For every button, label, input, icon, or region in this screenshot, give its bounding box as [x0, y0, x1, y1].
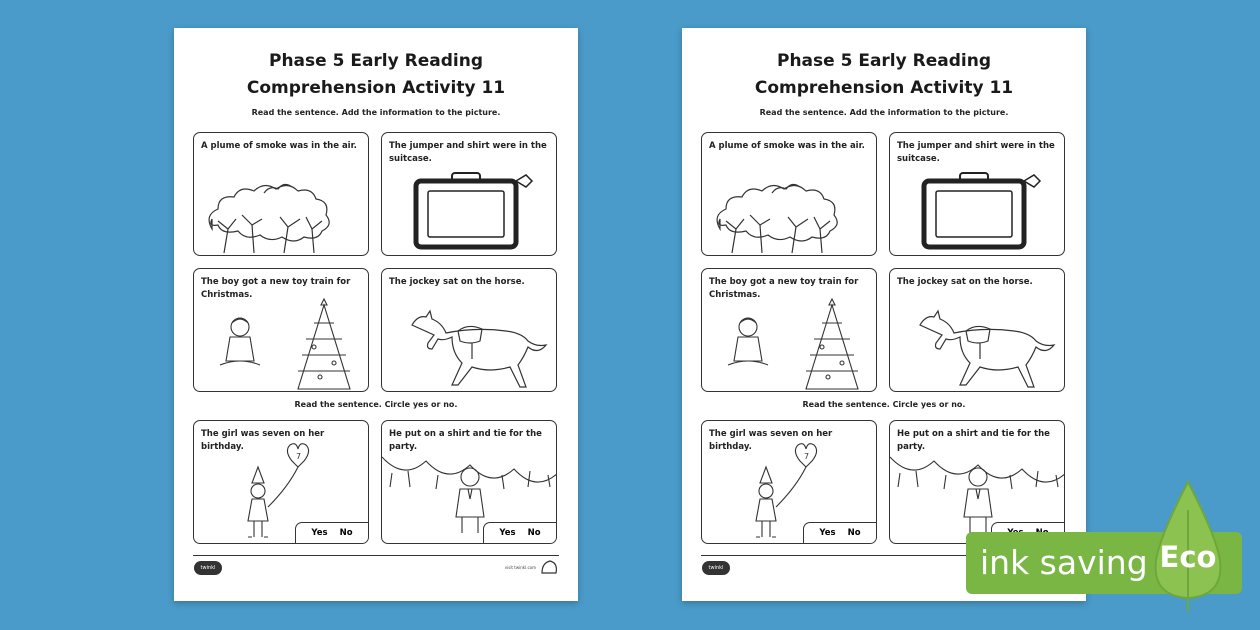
yes-option: Yes — [311, 528, 328, 538]
panel-text: The jumper and shirt were in the suitcase. — [389, 141, 547, 164]
boy-and-tree-illustration — [702, 269, 877, 392]
panel-smoke — [701, 132, 877, 256]
panel-text: The jockey sat on the horse. — [389, 277, 525, 287]
panel-party — [381, 420, 557, 544]
panel-birthday — [193, 420, 369, 544]
yes-option: Yes — [499, 528, 516, 538]
twinkl-logo: twinkl — [702, 561, 730, 575]
suitcase-illustration — [382, 133, 557, 256]
panel-text: He put on a shirt and tie for the party. — [897, 429, 1050, 452]
panel-text: The jockey sat on the horse. — [897, 277, 1033, 287]
suitcase-illustration — [890, 133, 1065, 256]
no-option: No — [847, 528, 861, 538]
title-line-2: Comprehension Activity 11 — [246, 78, 506, 98]
panel-text: The girl was seven on her birthday. — [201, 429, 325, 452]
panel-party — [889, 420, 1065, 544]
trees-illustration — [194, 133, 369, 256]
horse-illustration — [382, 269, 557, 392]
footer-mascot-icon — [540, 559, 558, 575]
panel-text: A plume of smoke was in the air. — [201, 141, 357, 151]
yes-no-box — [803, 522, 877, 544]
panel-text: The boy got a new toy train for Christmas. — [709, 277, 859, 300]
boy-and-tree-illustration — [194, 269, 369, 392]
panel-toy-train — [701, 268, 877, 392]
ink-saving-label: ink saving — [980, 543, 1148, 582]
panel-birthday — [701, 420, 877, 544]
instruction-top: Read the sentence. Add the information to the picture. — [251, 108, 501, 117]
title-line-1: Phase 5 Early Reading — [268, 51, 483, 71]
panel-text: A plume of smoke was in the air. — [709, 141, 865, 151]
panel-toy-train — [193, 268, 369, 392]
trees-illustration — [702, 133, 877, 256]
worksheet-title — [174, 48, 578, 102]
footer-url: visit twinkl.com — [504, 565, 536, 570]
yes-option: Yes — [819, 528, 836, 538]
instruction-top: Read the sentence. Add the information to the picture. — [759, 108, 1009, 117]
title-line-1: Phase 5 Early Reading — [776, 51, 991, 71]
panel-suitcase — [889, 132, 1065, 256]
panel-smoke — [193, 132, 369, 256]
footer-divider — [193, 555, 559, 556]
yes-no-box — [483, 522, 557, 544]
panel-suitcase — [381, 132, 557, 256]
yes-no-box — [295, 522, 369, 544]
instruction-mid: Read the sentence. Circle yes or no. — [294, 400, 458, 409]
worksheet-title — [682, 48, 1086, 102]
no-option: No — [339, 528, 353, 538]
panel-text: The boy got a new toy train for Christmas. — [201, 277, 351, 300]
svg-text:7: 7 — [804, 452, 810, 461]
worksheet-preview-ink-saving — [682, 28, 1086, 601]
no-option: No — [527, 528, 541, 538]
panel-text: The jumper and shirt were in the suitcase. — [897, 141, 1055, 164]
horse-illustration — [890, 269, 1065, 392]
panel-jockey — [381, 268, 557, 392]
title-line-2: Comprehension Activity 11 — [754, 78, 1014, 98]
eco-label: Eco — [1159, 540, 1217, 574]
twinkl-logo: twinkl — [194, 561, 222, 575]
instruction-mid: Read the sentence. Circle yes or no. — [802, 400, 966, 409]
worksheet-preview-standard — [174, 28, 578, 601]
panel-text: The girl was seven on her birthday. — [709, 429, 833, 452]
panel-jockey — [889, 268, 1065, 392]
svg-text:7: 7 — [296, 452, 302, 461]
panel-text: He put on a shirt and tie for the party. — [389, 429, 542, 452]
